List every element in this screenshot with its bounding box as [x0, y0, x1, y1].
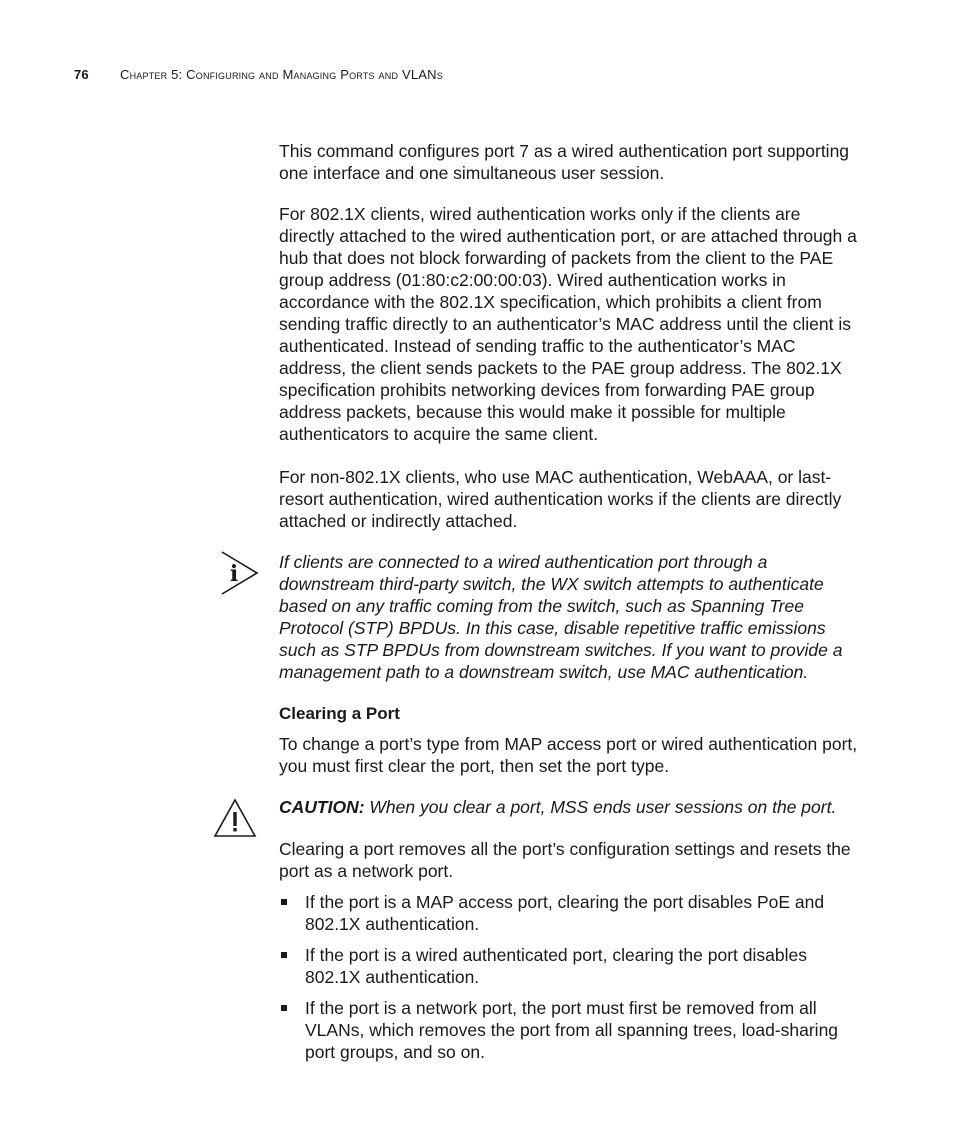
caution-text: When you clear a port, MSS ends user sessions on the port.	[364, 797, 837, 817]
bullet-icon	[281, 952, 287, 958]
list-item: If the port is a network port, the port must first be removed from all VLANs, which removes the port from all spanning trees, load-sharing port groups, and so on.	[279, 997, 859, 1063]
bullet-icon	[281, 1005, 287, 1011]
paragraph-non-8021x-clients: For non-802.1X clients, who use MAC authentication, WebAAA, or last-resort authentication, wired authentication works if the clients are directly attached or indirectly attached.	[279, 467, 842, 531]
bullet-list	[279, 891, 859, 1063]
page-header	[74, 67, 443, 82]
section-heading: Clearing a Port	[279, 704, 400, 723]
paragraph-8021x-clients: For 802.1X clients, wired authentication works only if the clients are directly attached to the wired authentication port, or are attached through a hub that does not block forwarding of packets from the client to the PAE group address (01:80:c2:00:00:03). Wired authentication works in accordance with the 802.1X specification, which prohibits a client from sending traffic directly to an authenticator’s MAC address until the client is authenticated. Instead of sending traffic to the authenticator’s MAC address, the client sends packets to the PAE group address. The 802.1X specification prohibits networking devices from forwarding PAE group address packets, because this would make it possible for multiple authenticators to acquire the same client.	[279, 204, 857, 444]
paragraph-port-7: This command configures port 7 as a wired authentication port supporting one interface and one simultaneous user session.	[279, 141, 850, 183]
warning-icon	[212, 797, 258, 839]
page-number: 76	[74, 67, 89, 82]
section-intro: To change a port’s type from MAP access port or wired authentication port, you must first clear the port, then set the port type.	[279, 734, 858, 776]
svg-text:i: i	[229, 561, 239, 587]
list-item: If the port is a wired authenticated port, clearing the port disables 802.1X authentication.	[279, 944, 859, 988]
bullet-icon	[281, 899, 287, 905]
list-item: If the port is a MAP access port, clearing the port disables PoE and 802.1X authentication.	[279, 891, 859, 935]
caution-label: CAUTION:	[279, 797, 365, 817]
section-body: Clearing a port removes all the port’s configuration settings and resets the port as a network port.	[279, 839, 851, 881]
chapter-title: Chapter 5: Configuring and Managing Ports and VLANs	[120, 67, 443, 82]
caution-note	[279, 796, 859, 818]
note-text: If clients are connected to a wired authentication port through a downstream third-party switch, the WX switch attempts to authenticate based on any traffic coming from the switch, such as Spanning Tree Protocol (STP) BPDUs. In this case, disable repetitive traffic emissions such as STP BPDUs from downstream switches. If you want to provide a management path to a downstream switch, use MAC authentication.	[279, 552, 843, 682]
bullet-list-container	[279, 891, 859, 1072]
info-icon	[219, 549, 261, 597]
